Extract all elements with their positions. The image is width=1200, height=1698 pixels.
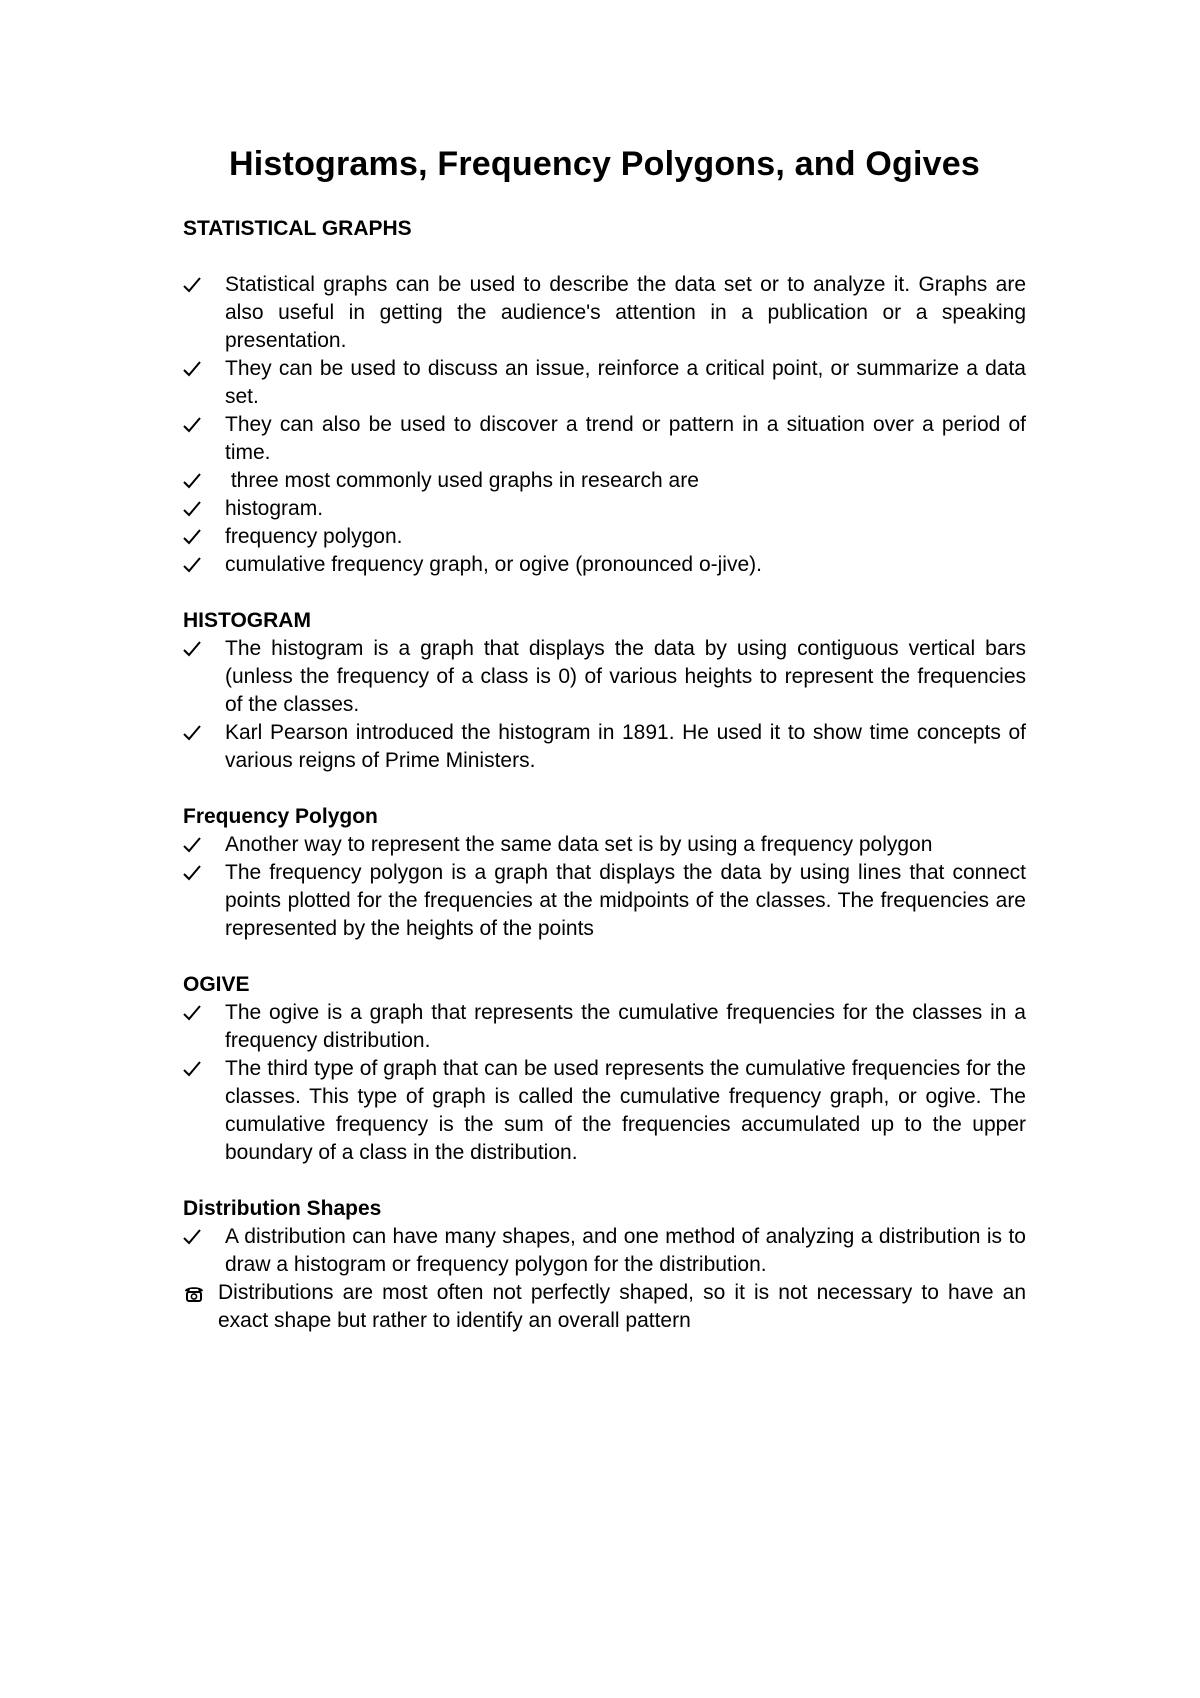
list-item: three most commonly used graphs in research are [183, 467, 1026, 495]
list-item: The third type of graph that can be used represents the cumulative frequencies for the classes. This type of graph is called the cumulative frequency graph, or ogive. The cumulative frequency is the sum of the frequencies accumulated up to the upper boundary of a class in the distribution. [183, 1055, 1026, 1167]
statistical-graphs-list [183, 271, 1026, 579]
section-heading-distribution-shapes: Distribution Shapes [183, 1197, 382, 1220]
checkmark-icon [183, 271, 207, 299]
list-item: They can be used to discuss an issue, reinforce a critical point, or summarize a data set. [183, 355, 1026, 411]
checkmark-icon [183, 467, 207, 495]
list-item: Statistical graphs can be used to describe the data set or to analyze it. Graphs are also useful in getting the audience's attention in a publication or a speaking presentation. [183, 271, 1026, 355]
list-item: Karl Pearson introduced the histogram in 1891. He used it to show time concepts of various reigns of Prime Ministers. [183, 719, 1026, 775]
list-item: The ogive is a graph that represents the cumulative frequencies for the classes in a frequency distribution. [183, 999, 1026, 1055]
telephone-icon [183, 1279, 207, 1307]
section-heading-statistical-graphs: STATISTICAL GRAPHS [183, 217, 412, 240]
histogram-list [183, 635, 1026, 775]
page-title: Histograms, Frequency Polygons, and Ogives [229, 145, 980, 183]
list-item-note: Distributions are most often not perfectly shaped, so it is not necessary to have an exact shape but rather to identify an overall pattern [183, 1279, 1026, 1335]
list-item: The histogram is a graph that displays the data by using contiguous vertical bars (unless the frequency of a class is 0) of various heights to represent the frequencies of the classes. [183, 635, 1026, 719]
checkmark-icon [183, 859, 207, 887]
checkmark-icon [183, 551, 207, 579]
checkmark-icon [183, 1055, 207, 1083]
list-item: A distribution can have many shapes, and one method of analyzing a distribution is to draw a histogram or frequency polygon for the distribution. [183, 1223, 1026, 1279]
list-item: frequency polygon. [183, 523, 1026, 551]
checkmark-icon [183, 1223, 207, 1251]
ogive-list [183, 999, 1026, 1167]
list-item: cumulative frequency graph, or ogive (pronounced o-jive). [183, 551, 1026, 579]
list-item: They can also be used to discover a trend or pattern in a situation over a period of time. [183, 411, 1026, 467]
checkmark-icon [183, 411, 207, 439]
frequency-polygon-list [183, 831, 1026, 943]
checkmark-icon [183, 999, 207, 1027]
list-item: The frequency polygon is a graph that displays the data by using lines that connect points plotted for the frequencies at the midpoints of the classes. The frequencies are represented by the heights of the points [183, 859, 1026, 943]
distribution-shapes-list [183, 1223, 1026, 1335]
checkmark-icon [183, 635, 207, 663]
section-heading-frequency-polygon: Frequency Polygon [183, 805, 378, 828]
checkmark-icon [183, 831, 207, 859]
document-content [183, 140, 1026, 1335]
list-item: histogram. [183, 495, 1026, 523]
checkmark-icon [183, 719, 207, 747]
checkmark-icon [183, 355, 207, 383]
checkmark-icon [183, 523, 207, 551]
section-heading-ogive: OGIVE [183, 973, 250, 996]
list-item: Another way to represent the same data set is by using a frequency polygon [183, 831, 1026, 859]
checkmark-icon [183, 495, 207, 523]
section-heading-histogram: HISTOGRAM [183, 609, 311, 632]
